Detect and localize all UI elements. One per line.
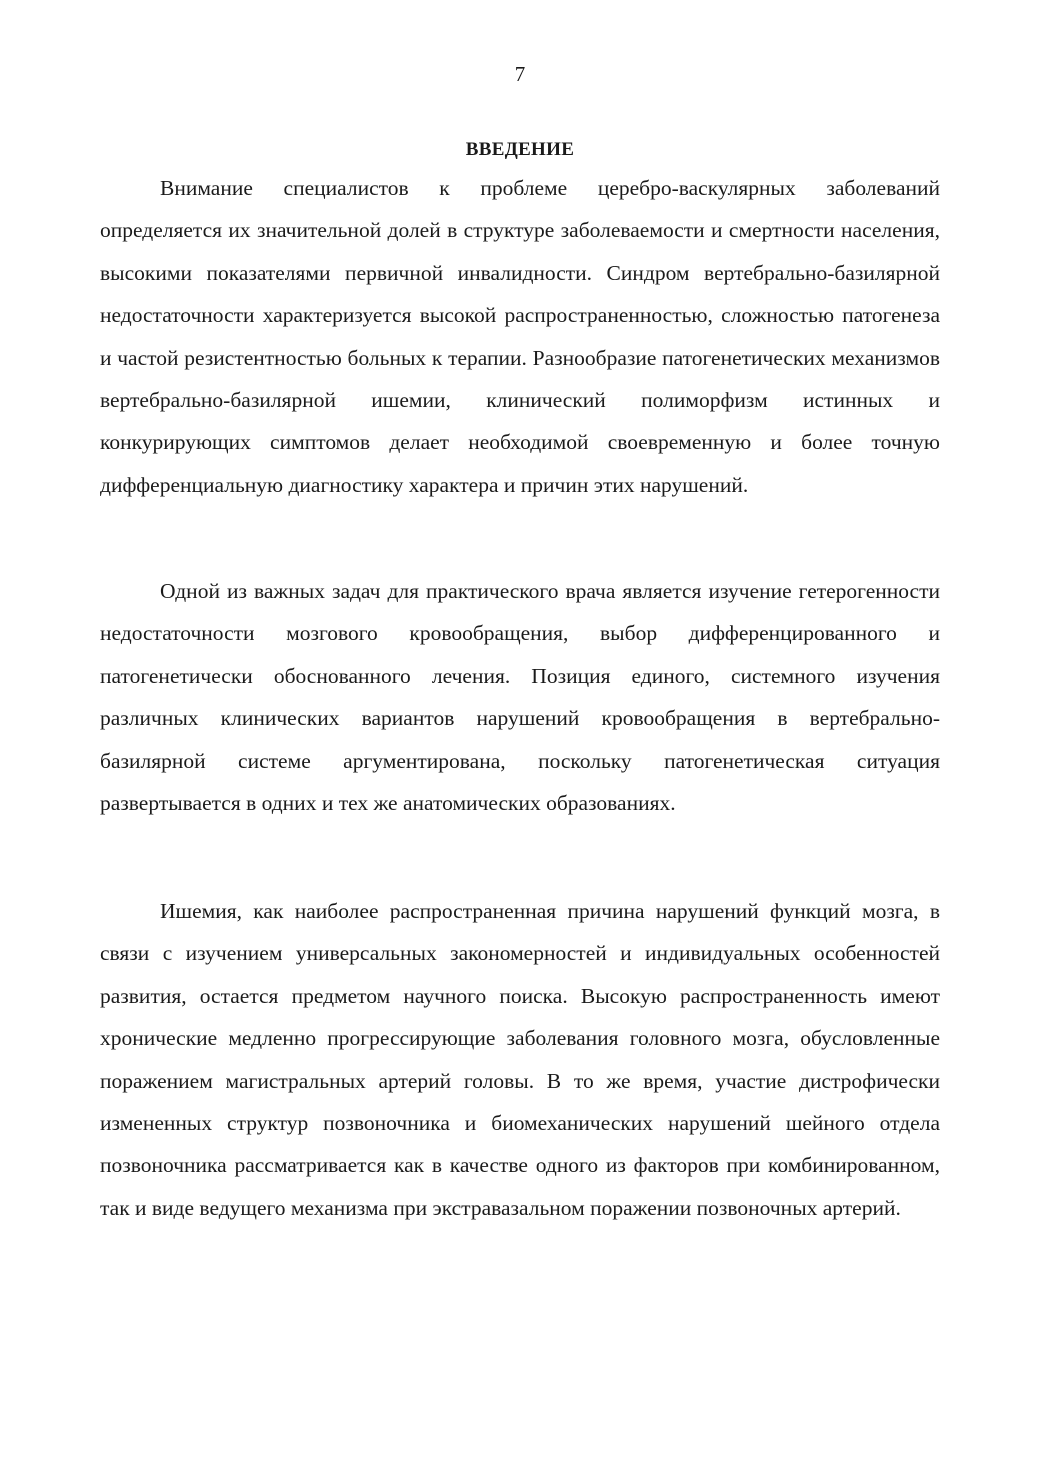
- paragraph-block: [100, 167, 940, 506]
- page-number: 7: [514, 62, 526, 86]
- paragraph-block: [100, 570, 940, 824]
- paragraph: Внимание специалистов к проблеме церебро-васкулярных заболеваний определяется их значительной долей в структуре заболеваемости и смертности населения, высокими показателями первичной инвалидности. Синдром вертебрально-базилярной недостаточности характеризуется высокой распространенностью, сложностью патогенеза и частой резистентностью больных к терапии. Разнообразие патогенетических механизмов вертебрально-базилярной ишемии, клинический полиморфизм истинных и конкурирующих симптомов делает необходимой своевременную и более точную дифференциальную диагностику характера и причин этих нарушений.: [100, 176, 940, 497]
- section-heading: ВВЕДЕНИЕ: [465, 139, 575, 160]
- paragraph-block: [100, 890, 940, 1229]
- paragraph: Одной из важных задач для практического врача является изучение гетерогенности недостаточности мозгового кровообращения, выбор дифференцированного и патогенетически обоснованного лечения. Позиция единого, системного изучения различных клинических вариантов нарушений кровообращения в вертебрально-базилярной системе аргументирована, поскольку патогенетическая ситуация развертывается в одних и тех же анатомических образованиях.: [100, 579, 940, 816]
- paragraph: Ишемия, как наиболее распространенная причина нарушений функций мозга, в связи с изучением универсальных закономерностей и индивидуальных особенностей развития, остается предметом научного поиска. Высокую распространенность имеют хронические медленно прогрессирующие заболевания головного мозга, обусловленные поражением магистральных артерий головы. В то же время, участие дистрофически измененных структур позвоночника и биомеханических нарушений шейного отдела позвоночника рассматривается как в качестве одного из факторов при комбинированном, так и виде ведущего механизма при экстравазальном поражении позвоночных артерий.: [100, 899, 940, 1220]
